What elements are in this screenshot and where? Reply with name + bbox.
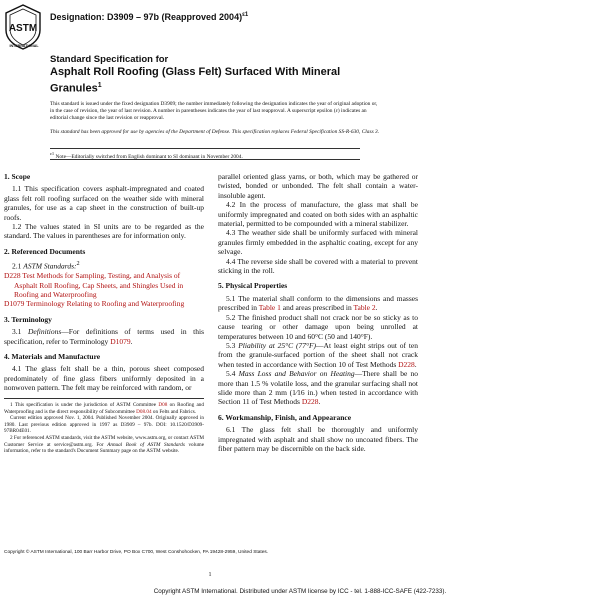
designation bbox=[50, 12, 248, 22]
copyright-address: Copyright © ASTM International, 100 Barr Harbor Drive, PO Box C700, West Conshohocken, PA 19428-2959, United States. bbox=[4, 550, 269, 555]
reference-title-link[interactable]: Terminology Relating to Roofing and Waterproofing bbox=[26, 299, 185, 309]
paragraph-label: Pliability at 25°C (77°F) bbox=[238, 340, 317, 350]
paragraph bbox=[4, 327, 204, 346]
approval-note: This standard has been approved for use by agencies of the Department of Defense. This specification replaces Federal Specification SS-R-630, Class 3. bbox=[50, 129, 380, 135]
reference-item bbox=[4, 271, 204, 299]
section-heading: 6. Workmanship, Finish, and Appearance bbox=[218, 412, 352, 422]
paragraph-text: —For definitions of terms used in this specification, refer to Terminology bbox=[4, 327, 205, 346]
paragraph-number: 5.4 bbox=[226, 369, 236, 379]
footnotes bbox=[4, 398, 204, 455]
paragraph-label: Definitions bbox=[27, 327, 62, 337]
footnote-text: volume information, refer to the standard's Document Summary page on the ASTM website. bbox=[4, 441, 205, 455]
editorial-note bbox=[50, 148, 360, 160]
logo-subtext: INTERNATIONAL bbox=[9, 44, 39, 48]
section-heading: 3. Terminology bbox=[4, 314, 52, 324]
footnote-text: on Felts and Fabrics. bbox=[152, 408, 197, 415]
subcommittee-link[interactable]: D08.04 bbox=[136, 408, 152, 415]
paragraph-end: . bbox=[130, 336, 133, 346]
paragraph-text: —There shall be no more than 1.5 % volatile loss, and the granular surfacing shall not slide more than 2 mm (1⁄16 in.) when tested in accordance with Section 11 of Test Methods bbox=[218, 369, 419, 407]
paragraph-text: —At least eight strips out of ten from the granule-surfaced portion of the sheet shall not crack when tested in accordance with Section 10 of Test Methods bbox=[218, 340, 419, 369]
paragraph: 4.3 The weather side shall be uniformly surfaced with mineral granules firmly embedded in the asphaltic coating, except for any selvage. bbox=[218, 228, 418, 257]
designation-text: Designation: D3909 – 97b (Reapproved 2004) bbox=[50, 12, 243, 22]
paragraph bbox=[218, 341, 418, 369]
editorial-note-text: Note—Editorially switched from English dominant to SI dominant in November 2004. bbox=[55, 153, 243, 160]
footnote-italic: Annual Book of ASTM Standards bbox=[107, 441, 185, 448]
table-1-link[interactable]: Table 1 bbox=[258, 303, 281, 313]
table-2-link[interactable]: Table 2 bbox=[353, 303, 376, 313]
paragraph bbox=[218, 369, 418, 407]
designation-sup: ε1 bbox=[242, 12, 249, 18]
paragraph: 5.2 The finished product shall not crack nor be so sticky as to cause tearing or other damage upon being unrolled at temperatures between 10 and 60°C (50 and 140°F). bbox=[218, 312, 418, 341]
paragraph-number: 2.1 bbox=[12, 261, 22, 271]
footnote bbox=[4, 402, 204, 415]
title-sup: 1 bbox=[97, 82, 102, 89]
paragraph-number: 3.1 bbox=[12, 327, 22, 337]
editorial-note-mark: ε1 bbox=[50, 151, 55, 156]
paragraph-label: ASTM Standards: bbox=[23, 261, 77, 271]
paragraph-end: . bbox=[318, 397, 321, 407]
section-heading: 4. Materials and Manufacture bbox=[4, 352, 101, 361]
paragraph-text: and areas prescribed in bbox=[282, 303, 352, 313]
license-footer: Copyright ASTM International. Distributed under ASTM license by ICC - tel. 1-888-ICC-SAFE (422-7233). bbox=[153, 588, 447, 595]
reference-link-d228[interactable]: D228 bbox=[4, 271, 21, 281]
right-column bbox=[218, 172, 418, 453]
paragraph: 1.2 The values stated in SI units are to be regarded as the standard. The values in parentheses are for information only. bbox=[4, 222, 204, 241]
footnote-text: 1 This specification is under the jurisdiction of ASTM Committee bbox=[10, 402, 157, 408]
reference-link-d228[interactable]: D228 bbox=[398, 359, 415, 369]
reference-link-d228[interactable]: D228 bbox=[301, 397, 319, 407]
paragraph: parallel oriented glass yarns, or both, which may be gathered or twisted, bonded or unbonded. The felt shall contain a water-insoluble agent. bbox=[218, 172, 418, 200]
page-title bbox=[50, 66, 390, 96]
section-heading: 1. Scope bbox=[4, 172, 31, 181]
left-column bbox=[4, 172, 204, 393]
footnote: Current edition approved Nov. 1, 2004. Published November 2004. Originally approved in 1980. Last previous edition approved in 1997 as D3909 – 97b. DOI: 10.1520/D3909-97BR04E01. bbox=[4, 415, 204, 435]
standard-kind: Standard Specification for bbox=[50, 54, 169, 65]
footnote-text: 2 For referenced ASTM standards, visit the ASTM website, www.astm.org, or contact ASTM Customer Service at service@astm.org. For bbox=[4, 434, 204, 448]
section-heading: 2. Referenced Documents bbox=[4, 246, 86, 256]
logo-text: ASTM bbox=[8, 23, 38, 34]
paragraph-number: 5.3 bbox=[226, 340, 236, 350]
paragraph bbox=[4, 259, 204, 271]
paragraph: 6.1 The glass felt shall be thoroughly and uniformly impregnated with asphalt and shall show no uncoated fibers. The fiber pattern may be discernible on the back side. bbox=[218, 425, 418, 453]
page-number: 1 bbox=[208, 572, 212, 578]
paragraph: 4.2 In the process of manufacture, the glass mat shall be uniformly impregnated and coated on both sides with an asphaltic material, permitted to be compounded with a mineral stabilizer. bbox=[218, 200, 418, 229]
paragraph-label: Mass Loss and Behavior on Heating bbox=[238, 369, 355, 379]
footnote bbox=[4, 435, 204, 455]
paragraph: 1.1 This specification covers asphalt-impregnated and coated glass felt roll roofing surfaced on the weather side with mineral granules, for use as a cap sheet in the construction of built-up roofs. bbox=[4, 184, 204, 222]
paragraph: 4.1 The glass felt shall be a thin, porous sheet composed predominately of fine glass fibers uniformly deposited in a nonwoven pattern. The felt may be reinforced with random, or bbox=[4, 364, 204, 393]
reference-link-d1079[interactable]: D1079 bbox=[4, 299, 25, 309]
section-heading: 5. Physical Properties bbox=[218, 281, 288, 291]
title-text: Asphalt Roll Roofing (Glass Felt) Surfaced With Mineral Granules bbox=[50, 66, 341, 95]
reference-title-link[interactable]: Test Methods for Sampling, Testing, and Analysis of Asphalt Roll Roofing, Cap Sheets, and Shingles Used in Roofing and Waterproofing bbox=[14, 271, 184, 299]
reference-link-d1079[interactable]: D1079 bbox=[110, 336, 131, 346]
paragraph bbox=[218, 294, 418, 313]
preamble: This standard is issued under the fixed designation D3909; the number immediately following the designation indicates the year of original adoption or, in the case of revision, the year of last revision. A number in parentheses indicates the year of last reapproval. A superscript epsilon (ε) indicates an editorial change since the last revision or reapproval. bbox=[50, 101, 378, 121]
paragraph-end: . bbox=[414, 359, 417, 369]
astm-logo bbox=[4, 4, 42, 50]
paragraph-end: . bbox=[375, 303, 378, 313]
paragraph-text: 5.1 The material shall conform to the dimensions and masses prescribed in bbox=[218, 293, 418, 313]
committee-link[interactable]: D08 bbox=[158, 402, 168, 408]
paragraph: 4.4 The reverse side shall be covered with a material to prevent sticking in the roll. bbox=[218, 256, 418, 276]
reference-item bbox=[4, 299, 204, 309]
footnote-text: on Roofing and Waterproofing and is the direct responsibility of Subcommittee bbox=[4, 402, 204, 415]
footnote-ref: 2 bbox=[76, 260, 80, 268]
